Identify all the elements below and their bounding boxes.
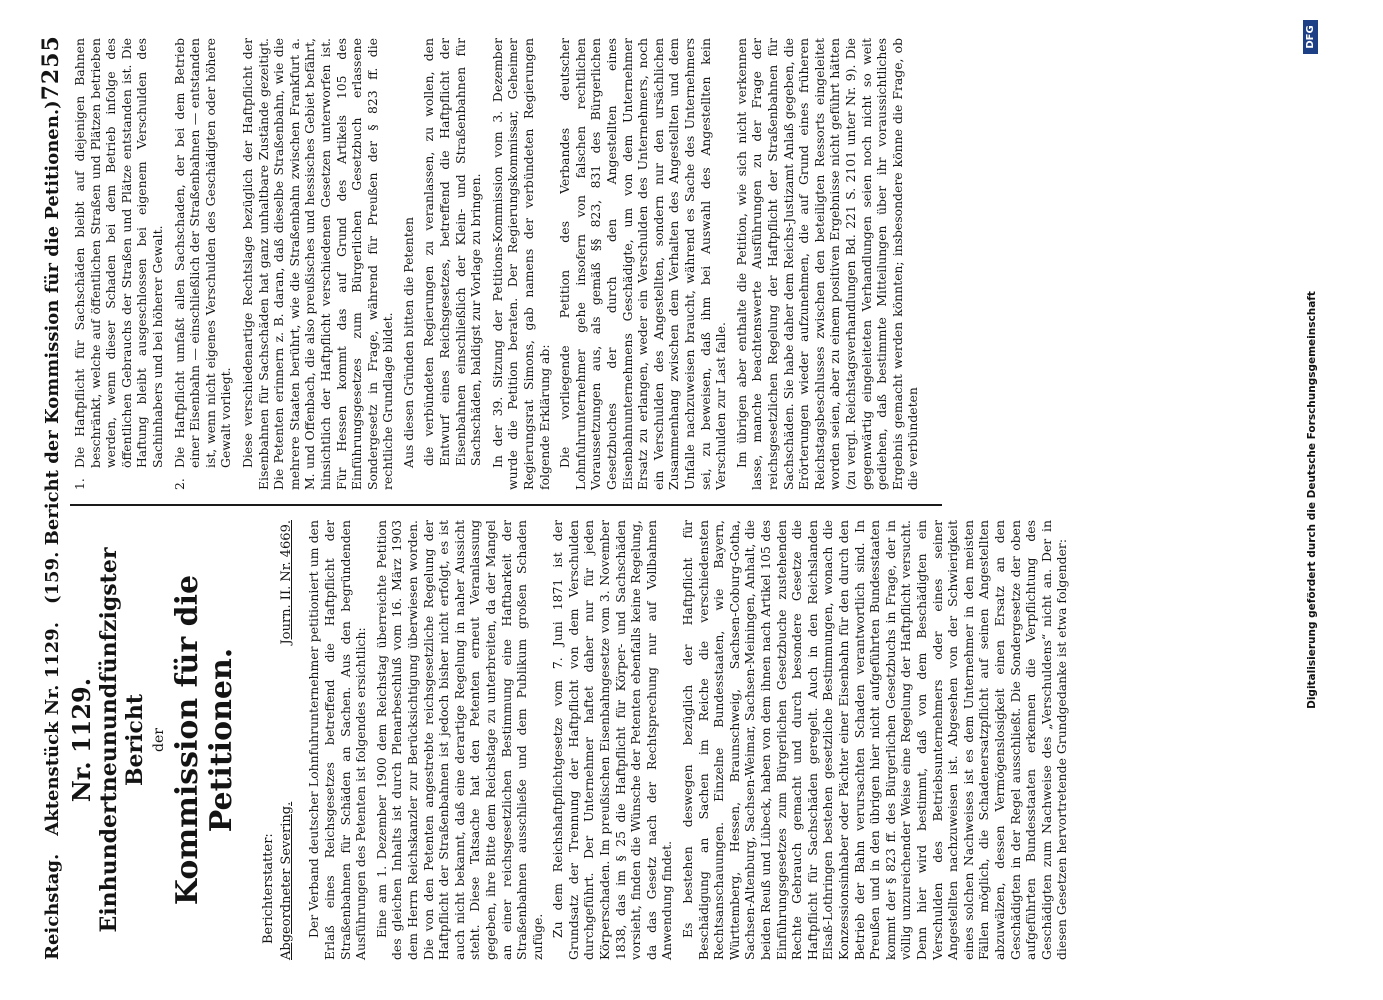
body-paragraph: Es bestehen deswegen bezüglich der Haftpflicht für Beschädigung an Sachen im Reiche die verschiedensten Rechtsanschauungen. Einzelne Bundesstaaten, wie Bayern, Württemberg, Hessen, Braunschweig, Sachsen-Coburg-Gotha, Sachsen-Altenburg, Sachsen-Weimar, Sachsen-Meiningen, Anhalt, die beiden Reuß und Lübeck, haben von dem ihnen nach Artikel 105 des Einführungsgesetzes zum Bürgerlichen Gesetzbuche zustehenden Rechte Gebrauch gemacht und durch besondere Gesetze die Haftpflicht für Sachschäden geregelt. Auch in den Reichslanden Elsaß-Lothringen bestehen gesetzliche Bestimmungen, wonach die Konzessionsinhaber oder Pächter einer Eisenbahn für den durch den Betrieb der Bahn verursachten Schaden verantwortlich sind. In Preußen und in den übrigen hier nicht aufgeführten Bundesstaaten kommt der § 823 ff. des Bürgerlichen Gesetzbuchs in Frage, der in völlig unzureichender Weise eine Regelung der Haftpflicht versucht. Denn hier wird bestimmt, daß von dem Beschädigten ein Verschulden des Betriebsunternehmers oder eines seiner Angestellten nachzuweisen ist. Abgesehen von der Schwierigkeit eines solchen Nachweises ist es dem Unternehmer in den meisten Fällen möglich, die Schadenersatzpflicht auf seinen Angestellten abzuwälzen, dessen Vermögenslosigkeit einen Ersatz an den Geschädigten in der Regel ausschließt. Die Sondergesetze der oben aufgeführten Bundesstaaten erkennen die Verpflichtung des Geschädigten zum Nachweise des „Verschuldens“ nicht an. Der in diesen Gesetzen hervortretende Grundgedanke ist etwa folgender:: [680, 520, 1070, 960]
reporter-label: Berichterstatter:: [261, 833, 277, 944]
body-paragraph: Im übrigen aber enthalte die Petition, wie sich nicht verkennen lasse, manche beachtenswerte Ausführungen zu der Frage der reichsgesetzlichen Regelung der Haftpflicht der Straßenbahnen für Sachschäden. Sie habe daher dem Reichs-Justizamt Anlaß gegeben, die Erörterungen wieder aufzunehmen, die auf Grund eines früheren Reichstagsbeschlusses zwischen den beteiligten Ressorts eingeleitet worden seien, aber zu einem positiven Ergebnisse nicht geführt hätten (zu vergl. Reichstagsverhandlungen Bd. 221 S. 2101 unter Nr. 9). Die gegenwärtig eingeleiteten Verhandlungen seien noch nicht so weit gediehen, daß bestimmte Mitteilungen über ihr voraussichtliches Ergebnis gemacht werden könnten; insbesondere könne die Frage, ob die verbündeten: [733, 38, 921, 490]
page-header: [38, 35, 64, 960]
document-title: Einhundertneunundfünfzigster Bericht: [95, 547, 148, 933]
right-column: [72, 38, 942, 490]
body-paragraph: Aus diesen Gründen bitten die Petenten: [400, 217, 416, 468]
digitization-note: Digitalisierung gefördert durch die Deutsche Forschungsgemeinschaft: [1306, 291, 1318, 709]
running-head-reichstag: Reichstag.: [42, 853, 63, 960]
item-text: Die Haftpflicht für Sachschäden bleibt auf diejenigen Bahnen beschränkt, welche auf öffentlichen Straßen und Plätzen betrieben werden, wenn dieser Schaden bei dem Betrieb infolge des öffentlichen Gebrauchs der Straßen und Plätze entstanden ist. Die Haftung bleibt ausgeschlossen bei eigenem Verschulden des Sachinhabers und bei höherer Gewalt.: [72, 38, 165, 468]
body-paragraph: Die vorliegende Petition des Verbandes deutscher Lohnfuhrunternehmer gehe insofern von falschen rechtlichen Voraussetzungen aus, als gemäß §§ 823, 831 des Bürgerlichen Gesetzbuches der durch den Angestellten eines Eisenbahnunternehmens Geschädigte, um von dem Unternehmer Ersatz zu erlangen, weder ein Verschulden des Unternehmers, noch ein Verschulden des Angestellten, sondern nur den ursächlichen Zusammenhang zwischen dem Verhalten des Angestellten und dem Unfalle nachzuweisen braucht, während es Sache des Unternehmers sei, zu beweisen, daß ihm bei Auswahl des Angestellten kein Verschulden zur Last falle.: [557, 38, 729, 490]
running-head-aktenstueck: Aktenstück Nr. 1129.: [42, 622, 63, 836]
item-number: 2.: [171, 478, 187, 490]
document-subtitle: Kommission für die Petitionen.: [170, 574, 240, 906]
reporter-line: [279, 520, 295, 960]
body-paragraph: Zu dem Reichshaftpflichtgesetze vom 7. Juni 1871 ist der Grundsatz der Trennung der Haftpflicht von dem Verschulden durchgeführt. Der Unternehmer haftet daher nur für jeden Körperschaden. Im preußischen Eisenbahngesetze vom 3. November 1838, das im § 25 die Haftpflicht für Körper- und Sachschäden vorsieht, finden die Wünsche der Petenten ebenfalls keine Regelung, da das Gesetz nach der Rechtsprechung nur auf Vollbahnen Anwendung findet.: [550, 520, 675, 960]
item-number: 1.: [72, 478, 87, 490]
body-paragraph: Diese verschiedenartige Rechtslage bezüglich der Haftpflicht der Eisenbahnen für Sachschäden hat ganz unhaltbare Zustände gezeitigt. Die Petenten erinnern z. B. daran, daß dieselbe Straßenbahn, wie die mehrere Staaten berührt, wie die Straßenbahn zwischen Frankfurt a. M. und Offenbach, die also preußisches und hessisches Gebiet befährt, hinsichtlich der Haftpflicht verschiedenen Gesetzen unterworfen ist. Für Hessen kommt das auf Grund des Artikels 105 des Einführungsgesetzes zum Bürgerlichen Gesetzbuch erlassene Sondergesetz in Frage, während für Preußen der § 823 ff. die rechtliche Grundlage bildet.: [239, 38, 396, 490]
left-column: [67, 520, 1070, 960]
journal-reference: Journ. II. Nr. 4669.: [278, 520, 294, 645]
body-paragraph: In der 39. Sitzung der Petitions-Kommission vom 3. Dezember wurde die Petition beraten. Der Regierungskommissar, Geheimer Regierungsrat Simons, gab namens der verbündeten Regierungen folgende Erklärung ab:: [489, 38, 552, 490]
item-text: Die Haftpflicht umfaßt allen Sachschaden, der bei dem Betrieb einer Eisenbahn — einschließlich der Straßenbahnen — entstanden ist, wenn nicht eigenes Verschulden des Geschädigten oder höhere Gewalt vorliegt.: [171, 38, 234, 468]
running-head: [42, 100, 63, 960]
column-divider: [70, 505, 942, 507]
numbered-item: [172, 38, 234, 490]
reporter-name: Abgeordneter Severing.: [278, 801, 294, 960]
document-title-der: der: [150, 728, 167, 752]
document-number: Nr. 1129.: [67, 677, 96, 803]
petition-request: die verbündeten Regierungen zu veranlassen, zu wollen, den Entwurf eines Reichsgesetzes, betreffend die Haftpflicht der Eisenbahnen einschließlich der Klein- und Straßenbahnen für Sachschäden, baldigst zur Vorlage zu bringen.: [421, 38, 484, 466]
page-number: 7255: [38, 35, 64, 101]
body-paragraph: Der Verband deutscher Lohnfuhrunternehmer petitioniert um den Erlaß eines Reichsgesetzes betreffend die Haftpflicht der Straßenbahnen für Schäden an Sachen. Aus den begründenden Ausführungen des Petenten ist folgendes ersichtlich:: [306, 520, 369, 960]
body-paragraph: Eine am 1. Dezember 1900 dem Reichstag überreichte Petition des gleichen Inhalts ist durch Plenarbeschluß vom 16. März 1903 dem Herrn Reichskanzler zur Berücksichtigung überwiesen worden. Die von den Petenten angestrebte reichsgesetzliche Regelung der Haftpflicht der Straßenbahnen ist jedoch bisher nicht erfolgt, es ist auch nicht bekannt, daß eine derartige Regelung in naher Aussicht steht. Diese Tatsache hat den Petenten erneut Veranlassung gegeben, ihre Bitte dem Reichstage zu unterbreiten, da der Mangel an einer reichsgesetzlichen Bestimmung eine Haftbarkeit der Straßenbahnen ausschließe und dem Publikum großen Schaden zufüge.: [373, 520, 545, 960]
dfg-logo: DFG: [1303, 20, 1318, 54]
digitization-footer: [1290, 0, 1350, 1000]
numbered-item: [72, 38, 166, 490]
running-head-report: (159. Bericht der Kommission für die Petitionen.): [42, 100, 63, 605]
